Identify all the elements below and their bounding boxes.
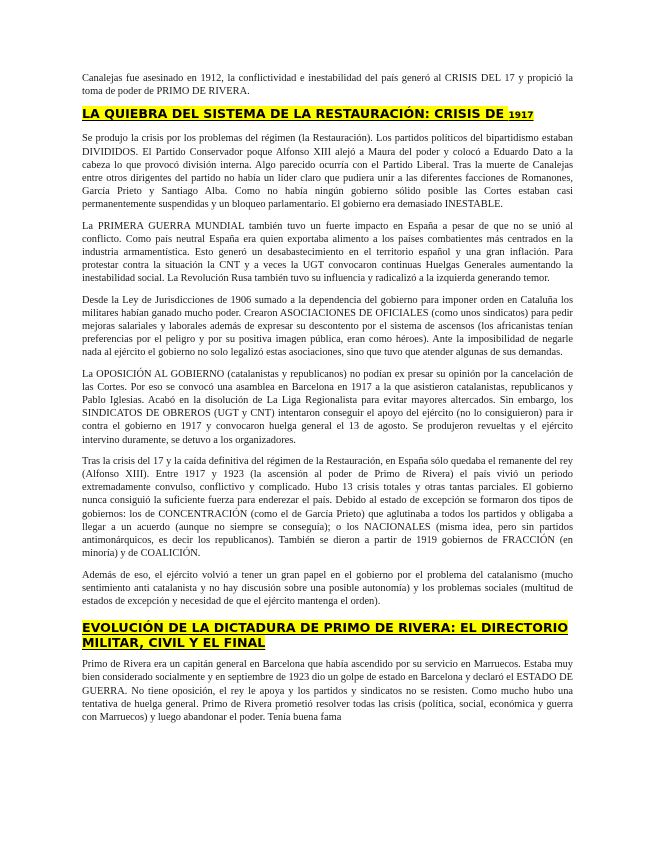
section2-heading-text: EVOLUCIÓN DE LA DICTADURA DE PRIMO DE RIVERA: EL DIRECTORIO MILITAR, CIVIL Y EL FINAL [82,620,569,651]
document-page [82,72,573,732]
section1-paragraph-5: Tras la crisis del 17 y la caída definitiva del régimen de la Restauración, en España sólo quedaba el remanente del rey (Alfonso XIII). Entre 1917 y 1923 (la ascensión al poder de Primo de Rivera) el país vivió un periodo extremadamente convulso, conflictivo y complicado. Hubo 13 crisis totales y otras tantas parciales. El gobierno nunca consiguió la suficiente fuerza para enderezar el país. Debido al estado de excepción se formaron dos tipos de gobiernos: los de CONCENTRACIÓN (como el de García Prieto) que aglutinaba a todos los partidos y obligaba a llegar a un acuerdo (aunque no siempre se conseguía); o los NACIONALES (misma idea, pero sin partidos antimonárquicos, es decir los republicanos). También se dieron a partir de 1919 gobiernos de FRACCIÓN (en minoría) y de COALICIÓN. [82,455,573,560]
section1-heading [82,106,573,124]
section1-paragraph-3: Desde la Ley de Jurisdicciones de 1906 sumado a la dependencia del gobierno para imponer orden en Cataluña los militares habían ganado mucho poder. Crearon ASOCIACIONES DE OFICIALES (como unos sindicatos) para pedir mejoras salariales y laborales además de expresar su descontento por el sistema de ascensos (los africanistas tenían preferencias por el peligro y por su positiva imagen pública, eran como héroes). Ante la imposibilidad de negarle nada al ejército el gobierno no solo legalizó estas asociaciones, sino que tuvo que atender algunas de sus demandas. [82,294,573,359]
section2-paragraph-1: Primo de Rivera era un capitán general en Barcelona que había ascendido por su servicio en Marruecos. Estaba muy bien considerado socialmente y en septiembre de 1923 dio un golpe de estado en Barcelona y declaró el ESTADO DE GUERRA. No tiene oposición, el rey le apoya y los partidos y sindicatos no se resisten. Como mucho hubo una tentativa de huelga general. Primo de Rivera prometió resolver todas las crisis (política, social, económica y guerra con Marruecos) y luego abandonar el poder. Tenía buena fama [82,659,573,723]
section2-heading [82,620,573,650]
section1-paragraph-2: La PRIMERA GUERRA MUNDIAL también tuvo un fuerte impacto en España a pesar de que no se unió al conflicto. Como país neutral España era quien exportaba alimento a los países combatientes más centrados en la industria armamentística. Esto generó un desabastecimiento en el territorio español y una gran inflación. Para protestar contra la situación la CNT y a veces la UGT convocaron continuas Huelgas Generales aumentando la inestabilidad social. La Revolución Rusa también tuvo su influencia y radicalizó a la izquierda generando temor. [82,220,573,285]
section1-paragraph-6: Además de eso, el ejército volvió a tener un gran papel en el gobierno por el problema del catalanismo (mucho sentimiento anti catalanista y no hay discusión sobre una posible autonomía) y los problemas sociales (multitud de estados de excepción y necesidad de que el ejército mantenga el orden). [82,569,573,607]
intro-paragraph: Canalejas fue asesinado en 1912, la conflictividad e inestabilidad del país generó al CRISIS DEL 17 y propició la toma de poder de PRIMO DE RIVERA. [82,73,573,98]
section1-paragraph-1: Se produjo la crisis por los problemas del régimen (la Restauración). Los partidos políticos del bipartidismo estaban DIVIDIDOS. El Partido Conservador poque Alfonso XIII alejó a Maura del poder y colocó a Eduardo Dato a la cabeza lo que provocó división interna. Algo parecido ocurría con el Partido Liberal. Tras la muerte de Canalejas entre otros dirigentes del partido no había un líder claro que pudiera unir a las diferentes facciones de Romanones, García Prieto y Santiago Alba. Como no había ningún gobierno sólido posible las Cortes estaban casi permanentemente suspendidas y un bloqueo parlamentario. El gobierno era demasiado INESTABLE. [82,133,573,211]
section1-paragraph-4: La OPOSICIÓN AL GOBIERNO (catalanistas y republicanos) no podían ex presar su opinión por la cancelación de las Cortes. Por eso se convocó una asamblea en Barcelona en 1917 a la que asistieron catalanistas, republicanos y Pablo Iglesias. Acabó en la disolución de La Liga Regionalista para evitar mayores altercados. Sin embargo, los SINDICATOS DE OBREROS (UGT y CNT) intentaron conseguir el apoyo del ejército (no lo consiguieron) para ir contra el gobierno en 1917 y convocaron huelga general el 13 de agosto. Se produjeron revueltas y el ejército intervino duramente, se detuvo a los organizadores. [82,368,573,446]
section1-heading-year: 1917 [508,111,534,122]
section1-heading-text: LA QUIEBRA DEL SISTEMA DE LA RESTAURACIÓN: CRISIS DE [82,106,509,122]
